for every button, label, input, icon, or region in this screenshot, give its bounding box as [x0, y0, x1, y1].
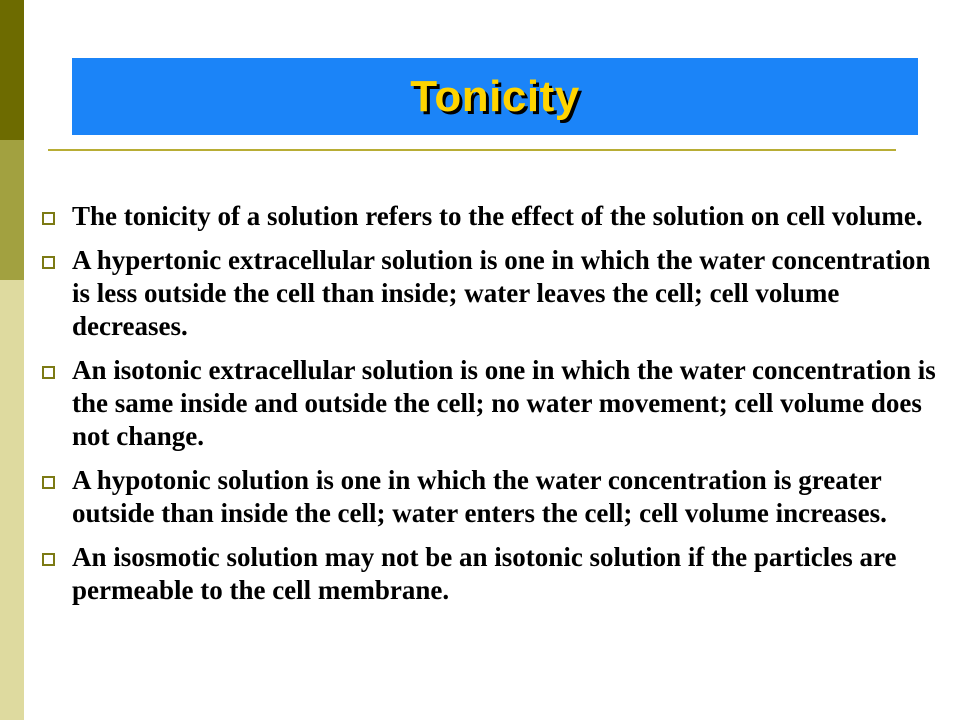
hollow-square-bullet-icon — [42, 256, 55, 269]
slide-title: Tonicity — [410, 71, 580, 121]
accent-bar-mid-segment — [0, 140, 24, 280]
title-divider — [48, 149, 896, 151]
accent-bar-light-segment — [0, 280, 24, 720]
title-banner — [72, 58, 918, 135]
bullet-text: An isotonic extracellular solution is one in which the water concentration is the same inside and outside the cell; no water movement; cell volume does not change. — [72, 355, 936, 451]
bullet-item — [38, 200, 948, 233]
hollow-square-bullet-icon — [42, 476, 55, 489]
bullet-item — [38, 244, 948, 343]
bullet-text: A hypotonic solution is one in which the water concentration is greater outside than inside the cell; water enters the cell; cell volume increases. — [72, 465, 887, 528]
accent-bar-dark-segment — [0, 0, 24, 140]
bullet-item — [38, 541, 948, 607]
bullet-item — [38, 354, 948, 453]
bullet-text: An isosmotic solution may not be an isotonic solution if the particles are permeable to the cell membrane. — [72, 542, 897, 605]
bullet-text: The tonicity of a solution refers to the effect of the solution on cell volume. — [72, 201, 923, 231]
hollow-square-bullet-icon — [42, 212, 55, 225]
bullet-text: A hypertonic extracellular solution is one in which the water concentration is less outside the cell than inside; water leaves the cell; cell volume decreases. — [72, 245, 931, 341]
bullet-item — [38, 464, 948, 530]
left-accent-bar — [0, 0, 24, 720]
hollow-square-bullet-icon — [42, 553, 55, 566]
hollow-square-bullet-icon — [42, 366, 55, 379]
bullet-list — [38, 200, 948, 618]
